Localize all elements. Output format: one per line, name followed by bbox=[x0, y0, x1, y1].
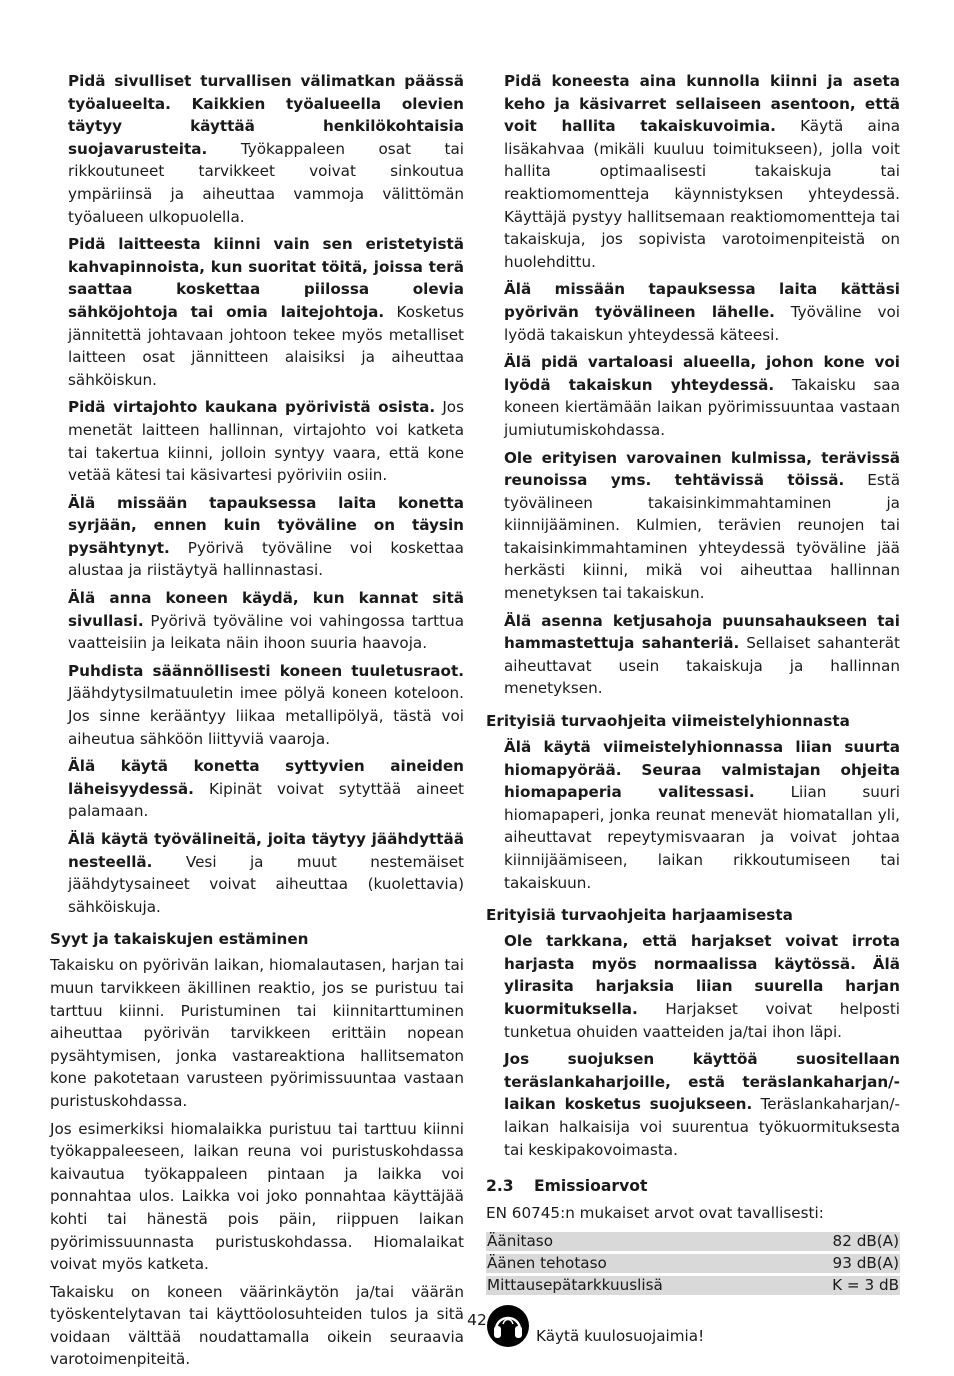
heading-brushing: Erityisiä turvaohjeita harjaamisesta bbox=[486, 906, 793, 925]
emission-value: K = 3 dB bbox=[784, 1276, 900, 1295]
paragraph: Älä missään tapauksessa laita kättäsi pyörivän työvälineen lähelle. Työväline voi lyödä takaiskun yhteydessä käteesi. bbox=[504, 280, 900, 344]
emission-label: Mittausepätarkkuuslisä bbox=[486, 1276, 784, 1295]
table-row bbox=[486, 1276, 900, 1295]
emission-label: Äänen tehotaso bbox=[486, 1254, 784, 1273]
paragraph: Puhdista säännöllisesti koneen tuuletusraot. Jäähdytysilmatuuletin imee pölyä koneen koteloon. Jos sinne kerääntyy liikaa metallipölyä, tästä voi aiheutua sähköön liittyviä vaaroja. bbox=[68, 661, 464, 748]
paragraph: Pidä sivulliset turvallisen välimatkan päässä työalueelta. Kaikkien työalueella olevien täytyy käyttää henkilökohtaisia suojavarusteita. Työkappaleen osat tai rikkoutuneet tarvikkeet voivat sinkoutua ympäriinsä ja aiheuttaa vammoja välittömän työalueen ulkopuolella. bbox=[68, 72, 464, 226]
page-number: 42 bbox=[467, 1311, 487, 1329]
emission-intro: EN 60745:n mukaiset arvot ovat tavallisesti: bbox=[486, 1203, 824, 1222]
paragraph: Takaisku on pyörivän laikan, hiomalautasen, harjan tai muun tarvikkeen äkillinen reaktio, jos se puristuu tai tarttuu kiinni. Puristuminen tai kiinnitarttuminen aiheuttaa pyörivän tarvikkeen erittäin nopean pysähtymisen, jonka vastareaktiona hallitsematon kone pakotetaan varusteen pyörimissuuntaa vastaan puristuskohdassa. bbox=[50, 956, 464, 1110]
heading-kickback: Syyt ja takaiskujen estäminen bbox=[50, 930, 309, 949]
table-row bbox=[486, 1254, 900, 1273]
section-number: 2.3 bbox=[486, 1177, 514, 1196]
paragraph: Älä käytä työvälineitä, joita täytyy jäähdyttää nesteellä. Vesi ja muut nestemäiset jäähdytysaineet voivat aiheuttaa (kuolettavia) sähköiskuja. bbox=[68, 830, 464, 916]
left-column bbox=[50, 70, 464, 1376]
paragraph: Älä käytä viimeistelyhionnassa liian suurta hiomapyörää. Seuraa valmistajan ohjeita hiomapaperia valitessasi. Liian suuri hiomapaperi, jonka reunat menevät hiomatallan yli, aiheuttavat repeytymisvaaran ja voivat johtaa kiinnijäämiseen, laikan rikkoutumiseen tai takaiskuun. bbox=[504, 738, 900, 892]
paragraph: Takaisku on koneen väärinkäytön ja/tai väärän työskentelytavan tai käyttöolosuhteiden tulos ja sitä voidaan välttää noudattamalla oikein seuraavia varotoimenpiteitä. bbox=[50, 1282, 464, 1369]
section-title: Emissioarvot bbox=[534, 1177, 648, 1196]
paragraph: Älä anna koneen käydä, kun kannat sitä sivullasi. Pyörivä työväline voi vahingossa tarttua vaatteisiin ja leikata näin ihoon suuria haavoja. bbox=[68, 589, 464, 653]
paragraph: Jos esimerkiksi hiomalaikka puristuu tai tarttuu kiinni työkappaleeseen, laikan reuna voi puristuskohdassa kaivautua työkappaleen pintaan ja laikka voi ponnahtaa ulos. Laikka voi joko ponnahtaa käyttäjää kohti tai hänestä pois päin, riippuen laikan pyörimissuunnasta puristuskohdassa. Hiomalaikat voivat myös katketa. bbox=[50, 1119, 464, 1274]
emission-table bbox=[486, 1229, 900, 1298]
paragraph: Älä missään tapauksessa laita konetta syrjään, ennen kuin työväline on täysin pysähtynyt. Pyörivä työväline voi koskettaa alustaa ja riistäytyä hallinnastasi. bbox=[68, 493, 464, 580]
paragraph: Pidä laitteesta kiinni vain sen eristetyistä kahvapinnoista, kun suoritat töitä, joissa terä saattaa koskettaa piilossa olevia sähköjohtoja tai omia laitejohtoja. Kosketus jännitettä johtavaan johtoon tekee myös metalliset laitteen osat jännitteen alaisiksi ja aiheuttaa sähköiskun. bbox=[68, 235, 465, 389]
paragraph: Älä käytä konetta syttyvien aineiden läheisyydessä. Kipinät voivat sytyttää aineet palamaan. bbox=[68, 757, 464, 821]
paragraph: Ole erityisen varovainen kulmissa, terävissä reunoissa yms. tehtävissä töissä. Estä työvälineen takaisinkimmahtaminen ja kiinnijääminen. Kulmien, terävien reunojen tai takaisinkimmahtaminen yhteydessä työväline jää herkästi kiinni, mikä voi aiheuttaa hallinnan menetyksen tai takaiskun. bbox=[504, 448, 901, 603]
paragraph: Jos suojuksen käyttöä suositellaan teräslankaharjoille, estä teräslankaharjan/-laikan kosketus suojukseen. Teräslankaharjan/-laikan halkaisija voi suurentua työkuormituksesta tai keskipakovoimasta. bbox=[504, 1050, 900, 1159]
table-row bbox=[486, 1232, 900, 1251]
emission-value: 93 dB(A) bbox=[784, 1254, 900, 1273]
section-heading-emissions bbox=[486, 1175, 900, 1198]
paragraph: Ole tarkkana, että harjakset voivat irrota harjasta myös normaalissa käytössä. Älä ylirasita harjaksia liian suurella harjan kuormituksella. Harjakset voivat helposti tunketua ohuiden vaatteiden ja/tai ihon läpi. bbox=[504, 932, 900, 1041]
heading-finishing: Erityisiä turvaohjeita viimeistelyhionnasta bbox=[486, 712, 850, 731]
right-column bbox=[486, 70, 900, 1348]
emission-label: Äänitaso bbox=[486, 1232, 784, 1251]
hearing-protection-label: Käytä kuulosuojaimia! bbox=[536, 1326, 705, 1345]
paragraph: Älä pidä vartaloasi alueella, johon kone voi lyödä takaiskun yhteydessä. Takaisku saa koneen kiertämään laikan pyörimissuuntaa vastaan jumiutumiskohdassa. bbox=[504, 353, 900, 439]
paragraph: Pidä virtajohto kaukana pyörivistä osista. Jos menetät laitteen hallinnan, virtajohto voi katketa tai takertua kiinni, jolloin syntyy vaara, että kone vetää kätesi tai käsivartesi pyöriviin osiin. bbox=[68, 398, 464, 485]
paragraph: Pidä koneesta aina kunnolla kiinni ja aseta keho ja käsivarret sellaiseen asentoon, että voit hallita takaiskuvoimia. Käytä aina lisäkahvaa (mikäli kuuluu toimitukseen), jolla voit hallita optimaalisesti takaiskuja tai reaktiomomentteja käynnistyksen yhteydessä. Käyttäjä pystyy hallitsemaan reaktiomomentteja tai takaiskuja, jos sopivista varotoimenpiteistä on huolehdittu. bbox=[504, 72, 900, 271]
paragraph: Älä asenna ketjusahoja puunsahaukseen tai hammastettuja sahanteriä. Sellaiset sahanterät aiheuttavat usein takaiskuja ja hallinnan menetyksen. bbox=[504, 611, 900, 698]
emission-value: 82 dB(A) bbox=[784, 1232, 900, 1251]
